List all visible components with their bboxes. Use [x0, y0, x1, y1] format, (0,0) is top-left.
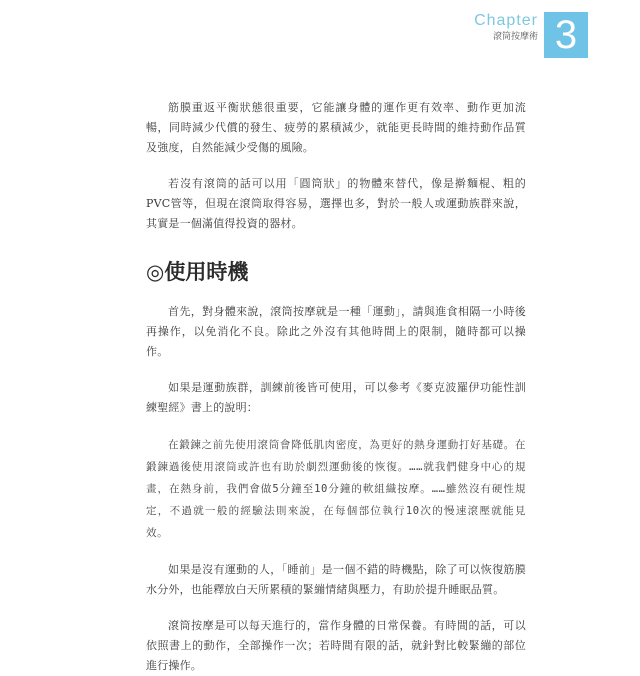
book-quote: 在鍛鍊之前先使用滾筒會降低肌肉密度，為更好的熱身運動打好基礎。在鍛鍊過後使用滾筒或許也有助於劇烈運動後的恢復。……就我們健身中心的規畫，在熱身前，我們會做5分鐘至10分鐘的軟組織按摩。……雖然沒有硬性規定，不過就一般的經驗法則來說，在每個部位執行10次的慢速滾壓就能見效。 [146, 439, 526, 539]
chapter-header [474, 12, 538, 43]
paragraph-daily-care: 滾筒按摩是可以每天進行的，當作身體的日常保養。有時間的話，可以依照書上的動作，全部操作一次；若時間有限的話，就針對比較緊繃的部位進行操作。 [146, 619, 526, 672]
paragraph-timing-intro: 首先，對身體來說，滾筒按摩就是一種「運動」，請與進食相隔一小時後再操作，以免消化不良。除此之外沒有其他時間上的限制，隨時都可以操作。 [146, 305, 526, 358]
chapter-number-badge: 3 [544, 12, 588, 58]
paragraph-athletes: 如果是運動族群，訓練前後皆可使用，可以參考《麥克波羅伊功能性訓練聖經》書上的說明： [146, 381, 526, 414]
paragraph-before-sleep: 如果是沒有運動的人，「睡前」是一個不錯的時機點，除了可以恢復筋膜水分外，也能釋放白天所累積的緊繃情緒與壓力，有助於提升睡眠品質。 [146, 563, 526, 596]
paragraph-roller-substitute: 若沒有滾筒的話可以用「圓筒狀」的物體來替代，像是擀麵棍、粗的PVC管等，但現在滾筒取得容易，選擇也多，對於一般人或運動族群來說，其實是一個滿值得投資的器材。 [146, 177, 526, 230]
chapter-label: Chapter [474, 12, 538, 29]
section-title: ◎使用時機 [146, 260, 249, 284]
paragraph-fascia-balance: 筋膜重返平衡狀態很重要，它能讓身體的運作更有效率、動作更加流暢，同時減少代償的發生、疲勞的累積減少，就能更長時間的維持動作品質及強度，自然能減少受傷的風險。 [146, 101, 526, 154]
chapter-subtitle: 滾筒按摩術 [492, 32, 538, 42]
page-body [146, 98, 526, 676]
